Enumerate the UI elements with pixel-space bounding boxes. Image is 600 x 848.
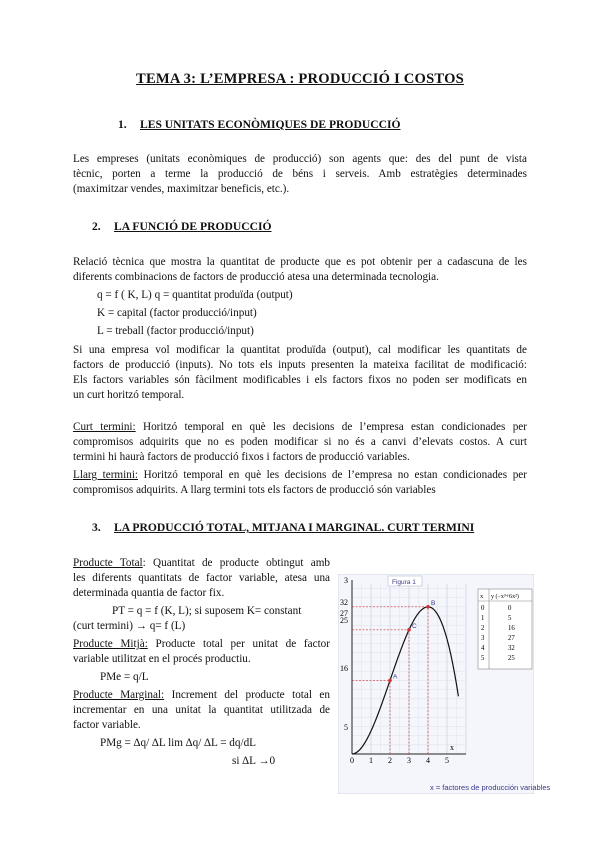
curve-point xyxy=(407,628,411,632)
text-line: termini hi haurà factors de producció fixos i factors de producció variables. xyxy=(73,451,410,463)
marginal-product-paragraph xyxy=(73,688,330,733)
text-line xyxy=(73,468,527,483)
y-tick-label: 3 xyxy=(344,576,348,585)
x-tick-label: 0 xyxy=(350,756,354,765)
x-tick-label: 3 xyxy=(407,756,411,765)
section-2-number: 2. xyxy=(92,220,101,233)
table-cell: 32 xyxy=(508,645,515,652)
table-cell: 25 xyxy=(508,655,515,662)
text-line: Els factors variables són fàcilment modificables i els factors fixos no poden ser modificats en xyxy=(73,374,527,386)
text-line xyxy=(73,420,527,435)
marginal-product-text: Increment del producte total en xyxy=(164,689,330,701)
text-line: determinada quantia de factor fix. xyxy=(73,587,225,599)
text-line: Les empreses (unitats econòmiques de producció) son agents que: des del punt de vista xyxy=(73,153,527,165)
total-product-text: : Quantitat de producte obtingut amb xyxy=(142,557,330,569)
section-1-title: LES UNITATS ECONÒMIQUES DE PRODUCCIÓ xyxy=(140,118,401,131)
text-line: compromisos adquirits que no es poden modificar si no és a canvi d’elevats costos. A curt xyxy=(73,436,527,448)
text-line: tècnic, porten a terme la producció de béns i serveis. Amb estratègies determinades xyxy=(73,168,527,180)
text-line: (maximitzar vendes, maximitzar beneficis, etc.). xyxy=(73,183,290,195)
data-table xyxy=(478,589,532,669)
text-line: Si una empresa vol modificar la quantitat produïda (output), cal modificar les quantitats de xyxy=(73,344,527,356)
marginal-product-formula: PMg = ∆q/ ∆L lim ∆q/ ∆L = dq/dL xyxy=(100,737,257,749)
long-term-label: Llarg termini: xyxy=(73,469,139,481)
section-1-number: 1. xyxy=(118,118,127,131)
average-product-text: Producte total per unitat de factor xyxy=(147,638,330,650)
table-cell: 5 xyxy=(508,615,512,622)
section-1-heading xyxy=(118,117,400,132)
text-line: Relació tècnica que mostra la quantitat de producte que es pot obtenir per a cadascuna de les xyxy=(73,256,527,268)
production-figure xyxy=(338,574,534,794)
average-product-formula: PMe = q/L xyxy=(100,671,149,683)
marginal-product-label: Producte Marginal: xyxy=(73,689,165,701)
x-tick-label: 5 xyxy=(445,756,449,765)
section-3-title: LA PRODUCCIÓ TOTAL, MITJANA I MARGINAL. CURT TERMINI xyxy=(114,521,475,534)
marginal-product-limit: si ∆L →0 xyxy=(232,755,276,767)
y-tick-label: 16 xyxy=(340,664,348,673)
point-label: B xyxy=(431,599,436,607)
text-line xyxy=(73,556,330,571)
text-line xyxy=(73,637,330,652)
x-axis-label: x xyxy=(450,743,454,752)
x-tick-label: 1 xyxy=(369,756,373,765)
table-cell: 4 xyxy=(481,645,485,652)
table-header-x: x xyxy=(480,593,484,600)
capital-definition: K = capital (factor producció/input) xyxy=(97,307,257,319)
short-term-text: Horitzó temporal en què les decisions de l’empresa estan condicionades per xyxy=(135,421,527,433)
long-term-text: Horitzó temporal en què les decisions de l’empresa no estan condicionades per xyxy=(138,469,527,481)
x-tick-label: 2 xyxy=(388,756,392,765)
average-product-label: Producte Mitjà: xyxy=(73,638,148,650)
average-product-paragraph xyxy=(73,637,330,667)
text-line: factors de producció (inputs). No tots els inputs presenten la mateixa facilitat de modificació: xyxy=(73,359,527,371)
section-1-paragraph xyxy=(73,152,527,197)
y-tick-label: 32 xyxy=(340,598,348,607)
section-2-title: LA FUNCIÓ DE PRODUCCIÓ xyxy=(114,220,272,233)
section-2-intro xyxy=(73,255,527,285)
y-tick-label: 25 xyxy=(340,616,348,625)
figure-label: Figura 1 xyxy=(392,579,416,586)
text-line: diferents combinacions de factors de producció atesa una determinada tecnologia. xyxy=(73,271,439,283)
table-cell: 0 xyxy=(481,605,485,612)
short-term-paragraph xyxy=(73,420,527,465)
table-cell: 0 xyxy=(508,605,512,612)
figure-caption: x = factores de producción variables xyxy=(430,783,551,792)
curve-point xyxy=(426,605,430,609)
x-tick-label: 4 xyxy=(426,756,430,765)
point-label: A xyxy=(393,673,398,681)
y-tick-label: 27 xyxy=(340,609,348,618)
table-cell: 3 xyxy=(481,635,485,642)
table-header-y: y (−x³+6x²) xyxy=(491,594,519,600)
section-3-number: 3. xyxy=(92,521,101,534)
text-line: factor variable. xyxy=(73,719,141,731)
labour-definition: L = treball (factor producció/input) xyxy=(97,325,254,337)
text-line: incrementar en una unitat la quantitat utilitzada de xyxy=(73,704,330,716)
text-line: compromisos adquirits. A llarg termini tots els factors de producció són variables xyxy=(73,484,436,496)
point-label: C xyxy=(412,622,417,630)
text-line: un curt horitzó temporal. xyxy=(73,389,185,401)
section-3-heading xyxy=(92,520,474,535)
table-cell: 27 xyxy=(508,635,515,642)
table-cell: 5 xyxy=(481,655,485,662)
total-product-paragraph xyxy=(73,556,330,601)
y-tick-label: 5 xyxy=(344,723,348,732)
text-line xyxy=(73,688,330,703)
short-term-label: Curt termini: xyxy=(73,421,136,433)
page-title: TEMA 3: L’EMPRESA : PRODUCCIÓ I COSTOS xyxy=(136,71,464,87)
total-product-formula-short-run: (curt termini) → q= f (L) xyxy=(73,620,186,632)
table-cell: 2 xyxy=(481,625,485,632)
production-function-formula: q = f ( K, L) q = quantitat produïda (output) xyxy=(97,289,293,301)
text-line: variable utilitzat en el procés productiu. xyxy=(73,653,251,665)
long-term-paragraph xyxy=(73,468,527,498)
table-cell: 16 xyxy=(508,625,515,632)
text-line: les diferents quantitats de factor variable, atesa una xyxy=(73,572,330,584)
section-2-body xyxy=(73,343,527,403)
curve-point xyxy=(388,679,392,683)
section-2-heading xyxy=(92,219,272,234)
total-product-label: Producte Total xyxy=(73,557,143,569)
total-product-formula: PT = q = f (K, L); si suposem K= constant xyxy=(112,605,302,617)
table-cell: 1 xyxy=(481,615,485,622)
